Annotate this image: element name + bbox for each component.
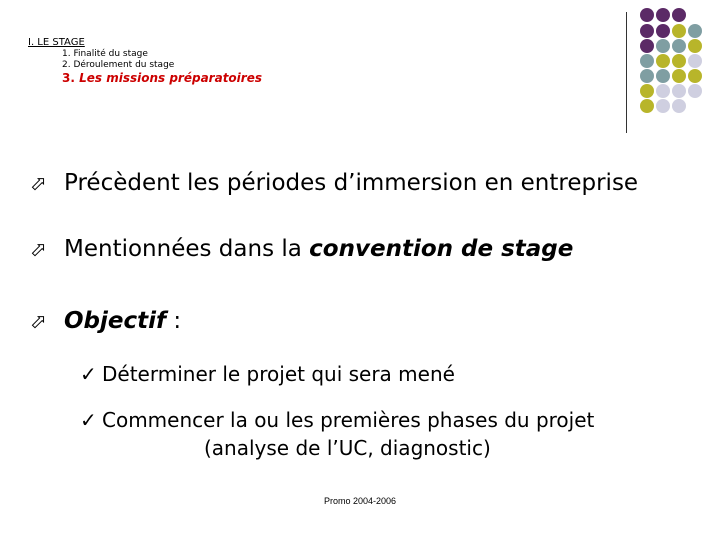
- outline-item-3-number: 3.: [62, 71, 75, 85]
- dot: [672, 54, 686, 68]
- dot: [656, 8, 670, 22]
- dot: [656, 39, 670, 53]
- dot: [688, 24, 702, 38]
- dot: [688, 84, 702, 98]
- subitem-1: [80, 362, 455, 386]
- check-icon: ✓: [80, 408, 97, 432]
- dot: [672, 99, 686, 113]
- dot: [688, 39, 702, 53]
- outline-item-2: 2. Déroulement du stage: [62, 60, 175, 70]
- dot: [640, 8, 654, 22]
- bullet-1-text: Précèdent les périodes d’immersion en entreprise: [64, 170, 639, 196]
- subitem-2-line2: (analyse de l’UC, diagnostic): [204, 436, 491, 460]
- dot: [656, 24, 670, 38]
- bullet-2: [30, 236, 573, 262]
- bullet-1: [30, 170, 638, 196]
- outline-item-3: [62, 72, 262, 84]
- subitem-2-line1: Commencer la ou les premières phases du projet: [102, 408, 595, 432]
- bullet-3-suffix: :: [166, 308, 182, 334]
- dot: [656, 69, 670, 83]
- arrow-icon: ⬀: [30, 171, 47, 195]
- check-icon: ✓: [80, 362, 97, 386]
- bullet-2-emphasis: convention de stage: [309, 236, 574, 262]
- footer-text: Promo 2004-2006: [323, 496, 397, 506]
- dot: [640, 24, 654, 38]
- dot: [640, 54, 654, 68]
- section-outline: [28, 38, 262, 84]
- arrow-icon: ⬀: [30, 309, 47, 333]
- outline-section-title: I. LE STAGE: [28, 37, 85, 48]
- dot: [656, 84, 670, 98]
- dot: [688, 54, 702, 68]
- dot: [672, 8, 686, 22]
- dot: [672, 24, 686, 38]
- divider-line: [626, 12, 627, 133]
- outline-item-1: 1. Finalité du stage: [62, 49, 148, 59]
- subitem-1-text: Déterminer le projet qui sera mené: [102, 362, 455, 386]
- dot: [672, 84, 686, 98]
- outline-item-3-label: Les missions préparatoires: [79, 71, 262, 85]
- dot: [640, 84, 654, 98]
- dot: [688, 69, 702, 83]
- dot: [656, 99, 670, 113]
- dot: [672, 69, 686, 83]
- dot: [640, 69, 654, 83]
- arrow-icon: ⬀: [30, 237, 47, 261]
- dot: [656, 54, 670, 68]
- subitem-2: [80, 408, 594, 432]
- bullet-3: [30, 308, 181, 334]
- bullet-2-text: Mentionnées dans la: [64, 236, 310, 262]
- dot: [672, 39, 686, 53]
- bullet-3-emphasis: Objectif: [64, 308, 167, 334]
- dot: [640, 39, 654, 53]
- dot: [640, 99, 654, 113]
